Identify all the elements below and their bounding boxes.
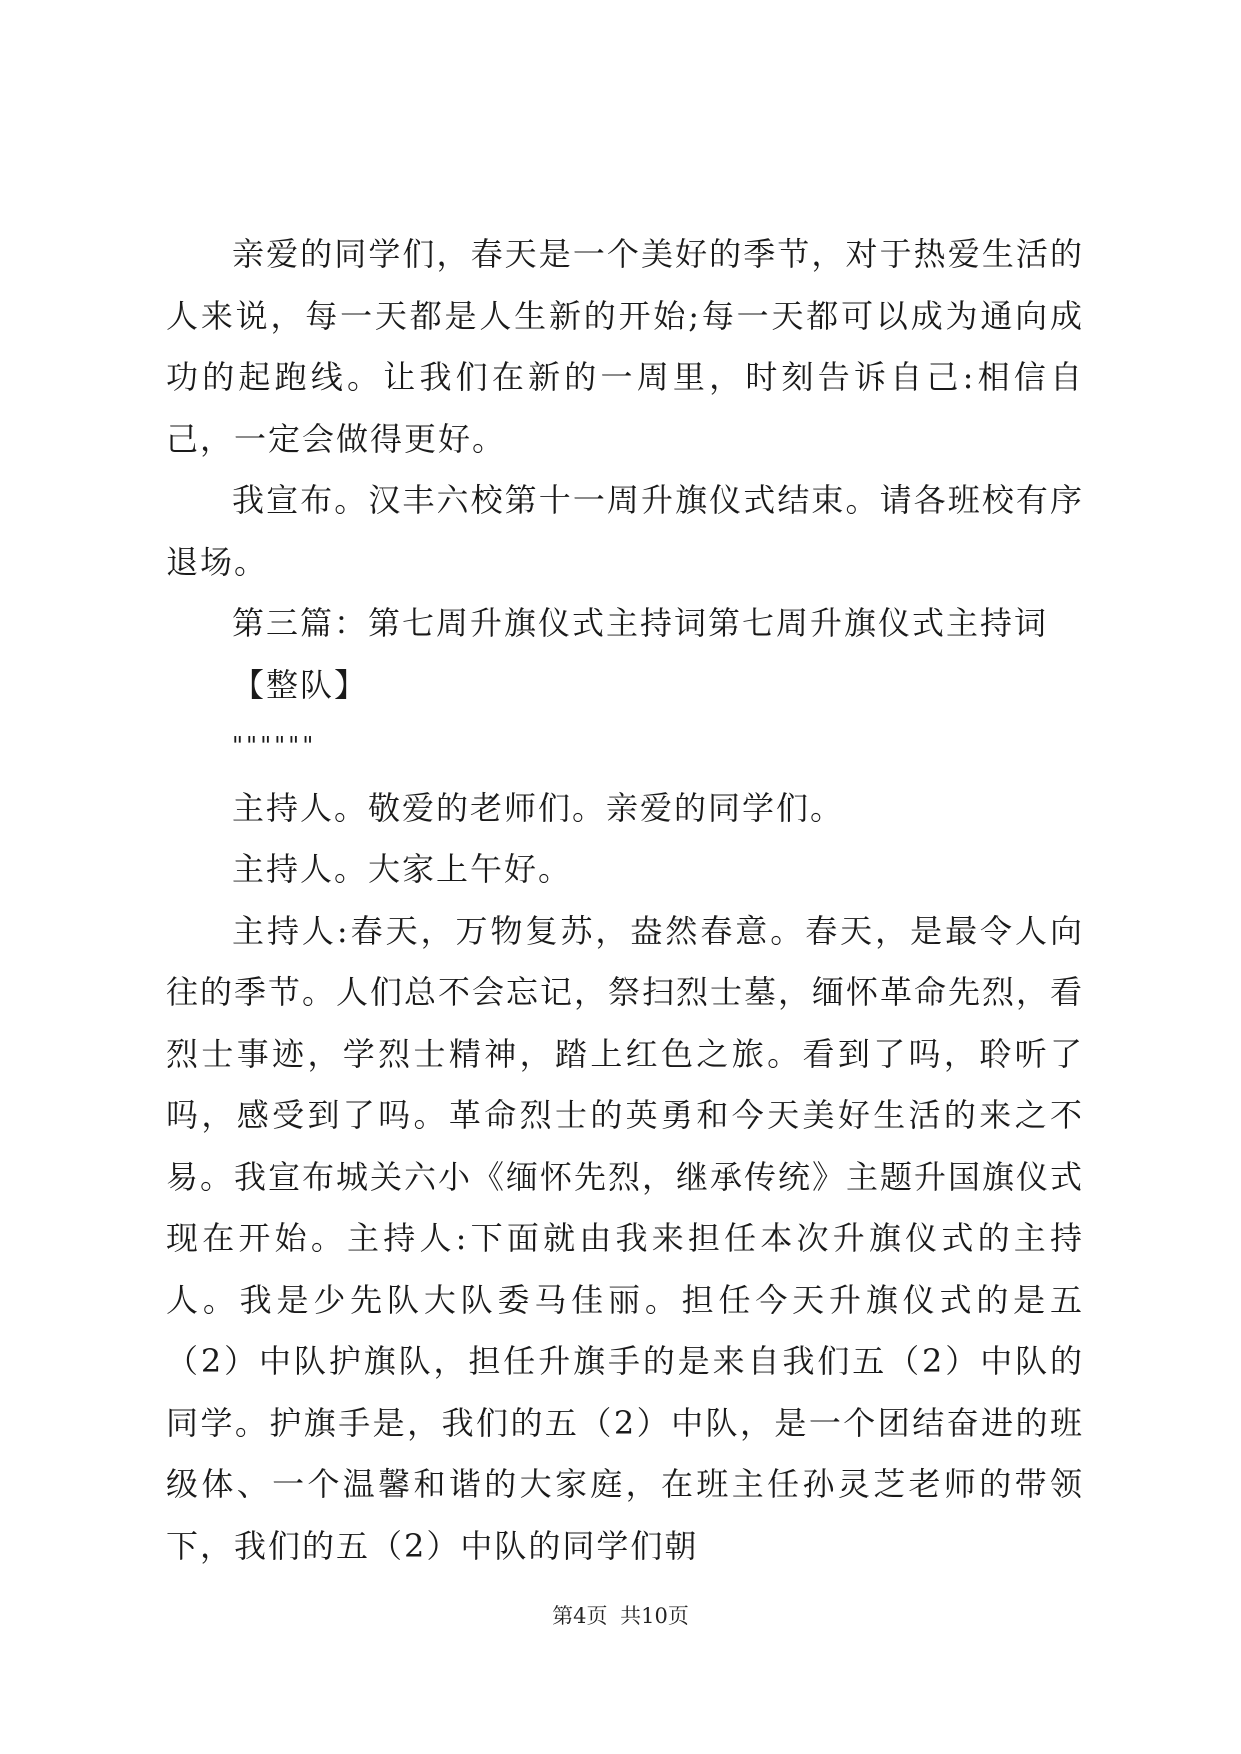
host-line-good-morning: 主持人。大家上午好。 [232,850,573,888]
paragraph-ceremony-end: 我宣布。汉丰六校第十一周升旗仪式结束。请各班校有序退场。 [166,481,1084,581]
page-footer [0,1601,1241,1631]
host-line-speech: 主持人:春天，万物复苏，盎然春意。春天，是最令人向往的季节。人们总不会忘记，祭扫烈士墓，缅怀革命先烈，看烈士事迹，学烈士精神，踏上红色之旅。看到了吗，聆听了吗，感受到了吗。革命烈士的英勇和今天美好生活的来之不易。我宣布城关六小《缅怀先烈，继承传统》主题升国旗仪式现在开始。主持人:下面就由我来担任本次升旗仪式的主持人。我是少先队大队委马佳丽。担任今天升旗仪式的是五（2）中队护旗队，担任升旗手的是来自我们五（2）中队的同学。护旗手是，我们的五（2）中队，是一个团结奋进的班级体、一个温馨和谐的大家庭，在班主任孙灵芝老师的带领下，我们的五（2）中队的同学们朝 [166,911,1085,1565]
section-heading: 第三篇：第七周升旗仪式主持词第七周升旗仪式主持词 [232,604,1049,642]
paragraph-spring-message: 亲爱的同学们，春天是一个美好的季节，对于热爱生活的人来说，每一天都是人生新的开始;每一天都可以成为通向成功的起跑线。让我们在新的一周里，时刻告诉自己:相信自己，一定会做得更好。 [166,235,1084,458]
page-total: 共10页 [620,1604,689,1628]
stage-direction: 【整队】 [232,665,369,704]
document-body [166,224,1084,1577]
quote-marks-line: """""" [232,732,317,760]
page-number: 第4页 [552,1604,608,1628]
host-line-greeting: 主持人。敬爱的老师们。亲爱的同学们。 [232,788,845,827]
